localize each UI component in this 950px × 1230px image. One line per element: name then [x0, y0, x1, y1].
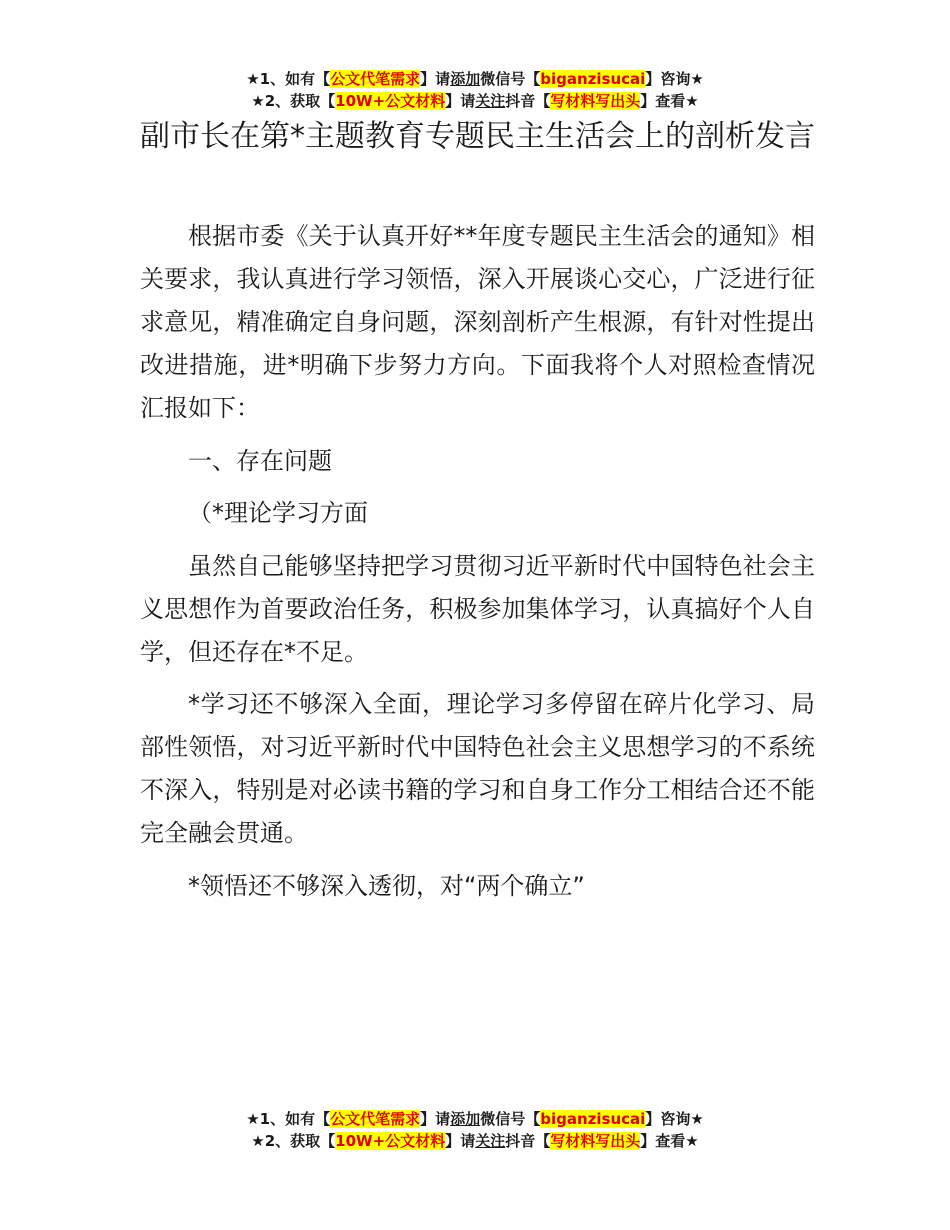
- banner-text: 】: [420, 1110, 436, 1128]
- banner-text: 】: [445, 1132, 461, 1150]
- banner-text: 咨询★: [660, 70, 704, 88]
- banner-text: 请: [435, 70, 451, 88]
- banner-text: 咨询★: [660, 1110, 704, 1128]
- footer-banner-line-1: [0, 1108, 950, 1130]
- section-heading: 一、存在问题: [188, 446, 332, 475]
- banner-text: ★1、如有: [246, 70, 316, 88]
- banner-highlight: 公文代笔需求: [330, 70, 421, 88]
- douyin-id: 写材料写出头: [550, 92, 641, 110]
- banner-highlight: 公文代笔需求: [330, 1110, 421, 1128]
- banner-text: 】: [420, 70, 436, 88]
- banner-text: ★2、获取: [251, 92, 321, 110]
- banner-emphasis: 关注: [475, 92, 506, 110]
- banner-text: 【: [535, 1132, 551, 1150]
- banner-text: 微信号: [480, 1110, 526, 1128]
- banner-emphasis: 关注: [475, 1132, 506, 1150]
- banner-text: 查看★: [655, 1132, 699, 1150]
- wechat-id: biganzisucai: [540, 70, 646, 88]
- banner-highlight: 10W+公文材料: [335, 1132, 446, 1150]
- banner-text: 】: [640, 92, 656, 110]
- header-banner-line-1: [0, 68, 950, 90]
- banner-text: 】: [645, 70, 661, 88]
- banner-text: 【: [525, 1110, 541, 1128]
- banner-emphasis: 添加: [450, 70, 481, 88]
- header-banner-line-2: [0, 90, 950, 112]
- banner-text: 微信号: [480, 70, 526, 88]
- banner-text: ★1、如有: [246, 1110, 316, 1128]
- wechat-id: biganzisucai: [540, 1110, 646, 1128]
- banner-text: 查看★: [655, 92, 699, 110]
- banner-text: 【: [315, 70, 331, 88]
- banner-text: 抖音: [505, 92, 536, 110]
- banner-text: 抖音: [505, 1132, 536, 1150]
- banner-text: 请: [460, 1132, 476, 1150]
- paragraph: *领悟还不够深入透彻，对“两个确立”: [188, 871, 585, 900]
- banner-text: 【: [320, 92, 336, 110]
- paragraph: 虽然自己能够坚持把学习贯彻习近平新时代中国特色社会主义思想作为首要政治任务，积极参加集体学习，认真搞好个人自学，但还存在*不足。: [140, 551, 815, 666]
- paragraph: 根据市委《关于认真开好**年度专题民主生活会的通知》相关要求，我认真进行学习领悟，深入开展谈心交心，广泛进行征求意见，精准确定自身问题，深刻剖析产生根源，有针对性提出改进措施，进*明确下步努力方向。下面我将个人对照检查情况汇报如下：: [140, 222, 815, 422]
- paragraph: *学习还不够深入全面，理论学习多停留在碎片化学习、局部性领悟，对习近平新时代中国特色社会主义思想学习的不系统不深入，特别是对必读书籍的学习和自身工作分工相结合还不能完全融会贯通。: [140, 690, 815, 847]
- banner-text: 】: [645, 1110, 661, 1128]
- banner-text: 【: [535, 92, 551, 110]
- document-title: 副市长在第*主题教育专题民主生活会上的剖析发言: [140, 119, 815, 154]
- banner-text: 请: [460, 92, 476, 110]
- banner-text: 【: [320, 1132, 336, 1150]
- subsection-heading: （*理论学习方面: [188, 499, 368, 527]
- douyin-id: 写材料写出头: [550, 1132, 641, 1150]
- banner-emphasis: 添加: [450, 1110, 481, 1128]
- banner-text: 】: [640, 1132, 656, 1150]
- banner-text: ★2、获取: [251, 1132, 321, 1150]
- document-body: [140, 215, 815, 917]
- banner-text: 【: [525, 70, 541, 88]
- header-banner: [0, 68, 950, 112]
- banner-text: 】: [445, 92, 461, 110]
- banner-text: 请: [435, 1110, 451, 1128]
- footer-banner-line-2: [0, 1130, 950, 1152]
- banner-text: 【: [315, 1110, 331, 1128]
- footer-banner: [0, 1108, 950, 1152]
- banner-highlight: 10W+公文材料: [335, 92, 446, 110]
